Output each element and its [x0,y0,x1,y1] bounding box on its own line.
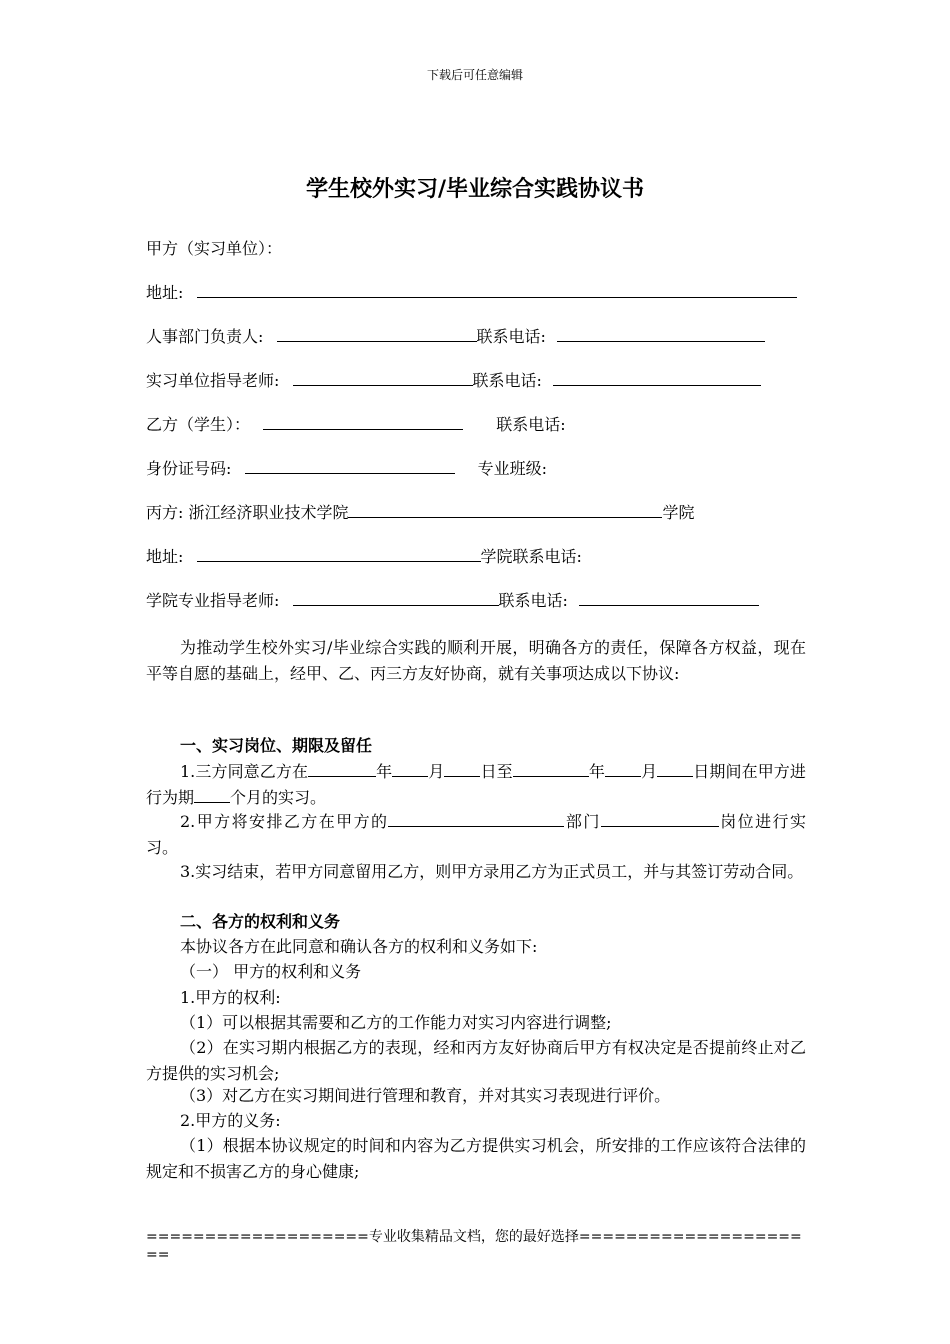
mentor-a-row [146,369,761,393]
start-year-blank[interactable] [308,760,376,777]
intro-paragraph: 为推动学生校外实习/毕业综合实践的顺利开展，明确各方的责任，保障各方权益，现在平等自愿的基础上，经甲、乙、丙三方友好协商，就有关事项达成以下协议: [146,638,806,683]
duty-1: （1）根据本协议规定的时间和内容为乙方提供实习机会，所安排的工作应该符合法律的规定和不损害乙方的身心健康; [146,1136,806,1181]
address-row-2 [146,545,582,569]
phone-label-1: 联系电话: [476,327,546,346]
item1-text-a: 1.三方同意乙方在 [180,762,309,781]
mentor-c-row [146,589,759,613]
hr-row [146,325,765,349]
item1-text-d: 日至 [480,762,513,781]
rights-title: 1.甲方的权利: [180,988,281,1007]
mentor-c-blank[interactable] [293,589,499,606]
end-day-blank[interactable] [657,760,693,777]
start-month-blank[interactable] [392,760,428,777]
address-label-2: 地址: [146,547,184,566]
party-b-row [146,413,566,437]
address-blank-2[interactable] [197,545,481,562]
party-b-blank[interactable] [263,413,463,430]
section-1-item-2 [146,809,806,860]
end-month-blank[interactable] [605,760,641,777]
duties-title: 2.甲方的义务: [180,1111,281,1130]
phone-blank-4[interactable] [579,589,759,606]
hr-label: 人事部门负责人: [146,327,264,346]
section-2-sub-1: （一） 甲方的权利和义务 [180,962,362,981]
header-note: 下载后可任意编辑 [426,68,523,82]
item2-text-a: 2.甲方将安排乙方在甲方的 [180,812,389,831]
item1-text-f: 月 [641,762,658,781]
address-blank-1[interactable] [197,281,797,298]
item1-text-c: 月 [428,762,445,781]
department-blank[interactable] [388,810,564,827]
party-c-label: 丙方: 浙江经济职业技术学院 [146,503,349,522]
major-class-label: 专业班级: [477,459,547,478]
item1-text-b: 年 [376,762,393,781]
item2-text-b: 部门 [564,812,601,831]
right-1: （1）可以根据其需要和乙方的工作能力对实习内容进行调整; [180,1013,612,1032]
address-row-1 [146,281,797,305]
item2-text-c: 岗位进行实习。 [146,812,806,857]
phone-blank-2[interactable] [553,369,761,386]
address-label-1: 地址: [146,283,184,302]
phone-label-3: 联系电话: [496,415,566,434]
mentor-a-label: 实习单位指导老师: [146,371,280,390]
end-year-blank[interactable] [513,760,589,777]
phone-label-2: 联系电话: [472,371,542,390]
item1-text-g: 日期间在甲方进行为期 [146,762,806,807]
party-b-label: 乙方（学生）： [146,415,251,434]
section-1-heading: 一、实习岗位、期限及留任 [180,736,373,755]
party-a-row [146,237,282,261]
college-suffix: 学院 [662,503,695,522]
start-day-blank[interactable] [444,760,480,777]
footer-banner: ===================专业收集精品文档，您的最好选择===================== [146,1229,802,1263]
right-3: （3）对乙方在实习期间进行管理和教育，并对其实习表现进行评价。 [180,1086,671,1105]
section-2-intro: 本协议各方在此同意和确认各方的权利和义务如下: [180,937,538,956]
right-2: （2）在实习期内根据乙方的表现，经和丙方友好协商后甲方有权决定是否提前终止对乙方提供的实习机会; [146,1038,806,1083]
hr-blank[interactable] [277,325,477,342]
section-2-heading: 二、各方的权利和义务 [180,912,341,931]
party-a-label: 甲方（实习单位）： [146,239,283,258]
position-blank[interactable] [601,810,719,827]
college-phone-label: 学院联系电话: [480,547,582,566]
phone-label-4: 联系电话: [498,591,568,610]
duration-blank[interactable] [194,786,230,803]
section-1-item-3: 3.实习结束，若甲方同意留用乙方，则甲方录用乙方为正式员工，并与其签订劳动合同。 [180,862,804,881]
item1-text-h: 个月的实习。 [230,787,327,807]
section-1-item-1 [146,759,806,810]
phone-blank-1[interactable] [557,325,765,342]
document-title: 学生校外实习/毕业综合实践协议书 [305,177,645,202]
college-blank[interactable] [348,501,662,518]
party-c-row [146,501,695,525]
item1-text-e: 年 [588,762,605,781]
id-row [146,457,547,481]
id-label: 身份证号码: [146,459,232,478]
mentor-a-blank[interactable] [293,369,473,386]
id-blank[interactable] [245,457,455,474]
mentor-c-label: 学院专业指导老师: [146,591,280,610]
